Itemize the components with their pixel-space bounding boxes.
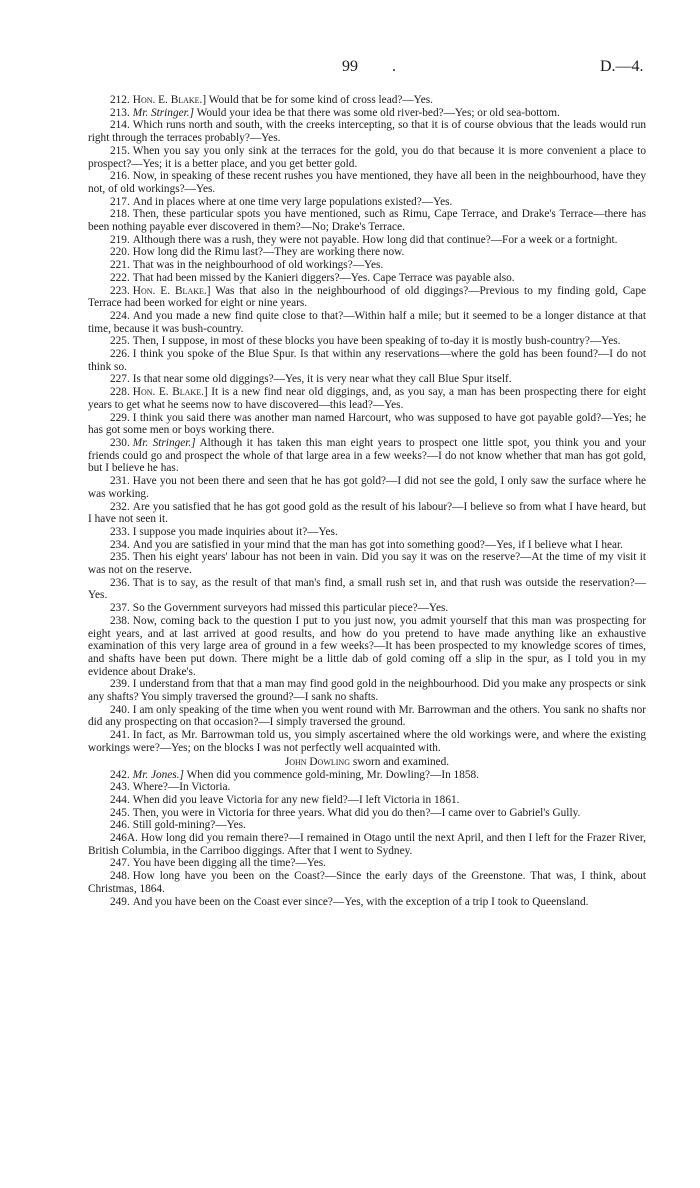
question-paragraph [88,107,646,120]
question-text: That had been missed by the Kanieri diggers?—Yes. Cape Terrace was payable also. [132,271,515,284]
question-text: Would your idea be that there was some old river-bed?—Yes; or old sea-bottom. [196,106,560,119]
question-paragraph [88,602,646,615]
examination-section-2 [88,769,646,909]
question-number: 234. [110,538,130,551]
question-paragraph [88,310,646,335]
question-text: So the Government surveyors had missed this particular piece?—Yes. [132,602,449,615]
speaker-label: Mr. Stringer.] [132,436,196,449]
question-number: 241. [110,729,130,742]
question-number: 219. [110,233,130,246]
question-text: Now, coming back to the question I put to you just now, you admit yourself that this man was prospecting for eight years, and at last arrived at good results, and how do you pretend to have made anything like an exhaustive examination of this very large area of ground in a few weeks?—It has been prospected to my knowledge scores of times, and shafts have been put down. There might be a little dab of gold coming off a slip in the spur, as I told you in my evidence about Drake's. [88,614,646,678]
question-text: I think you said there was another man named Harcourt, who was supposed to have got payable gold?—Yes; he has got some men or boys working there. [88,411,646,437]
examination-section-1 [88,94,646,755]
question-paragraph [88,615,646,679]
document-reference: D.—4. [600,58,644,75]
question-text: Would that be for some kind of cross lead?—Yes. [208,94,433,106]
question-number: 222. [110,271,130,284]
question-paragraph [88,234,646,247]
question-paragraph [88,145,646,170]
question-number: 245. [110,806,130,819]
question-paragraph [88,819,646,832]
header-dot: . [392,58,396,75]
question-paragraph [88,170,646,195]
question-text: I am only speaking of the time when you went round with Mr. Barrowman and the others. You sank no shafts nor did any prospecting on that occasion?—I simply traversed the ground. [88,703,646,729]
question-number: 232. [110,500,130,513]
question-number: 224. [110,309,130,322]
question-text: Have you not been there and seen that he has got gold?—I did not see the gold, I only saw the surface where he was working. [88,475,646,500]
question-paragraph [88,386,646,411]
question-paragraph [88,704,646,729]
question-number: 237. [110,602,130,615]
witness-heading [88,756,646,769]
question-number: 249. [110,895,130,908]
question-paragraph [88,285,646,310]
witness-name: John Dowling [284,755,350,768]
question-paragraph [88,373,646,386]
question-text: I understand from that that a man may find good gold in the neighbourhood. Did you make any prospects or sink any shafts? You simply traversed the ground?—I sank no shafts. [88,678,646,704]
question-paragraph [88,794,646,807]
question-paragraph [88,259,646,272]
question-number: 215. [110,144,130,157]
question-number: 221. [110,259,130,272]
question-number: 230. [110,436,130,449]
question-text: How long have you been on the Coast?—Since the early days of the Greenstone. That was, I think, about Christmas, 1864. [88,870,646,895]
question-paragraph [88,348,646,373]
question-paragraph [88,335,646,348]
page-header [0,58,700,78]
question-paragraph [88,246,646,259]
question-text: When did you leave Victoria for any new field?—I left Victoria in 1861. [132,793,460,806]
question-text: Are you satisfied that he has got good gold as the result of his labour?—I believe so from what I have heard, but I have not seen it. [88,500,646,526]
question-paragraph [88,196,646,209]
question-paragraph [88,526,646,539]
question-text: And in places where at one time very large populations existed?—Yes. [132,195,453,208]
speaker-label: Mr. Stringer.] [132,106,194,119]
question-number: 227. [110,373,130,386]
question-number: 218. [110,208,130,221]
question-paragraph [88,412,646,437]
question-text: And you are satisfied in your mind that the man has got into something good?—Yes, if I believe what I hear. [132,538,623,551]
question-number: 223. [110,284,130,297]
question-number: 240. [110,703,130,716]
question-text: I think you spoke of the Blue Spur. Is that within any reservations—where the gold has been found?—I do not think so. [88,348,646,373]
speaker-label: Hon. E. Blake.] [132,94,207,106]
evidence-text [88,94,646,908]
question-paragraph [88,119,646,144]
question-number: 214. [110,119,130,132]
question-number: 226. [110,348,130,361]
question-number: 248. [110,870,130,883]
question-text: Still gold-mining?—Yes. [132,819,246,832]
question-paragraph [88,272,646,285]
question-number: 239. [110,678,130,691]
witness-heading-rest: sworn and examined. [350,755,450,768]
question-paragraph [88,577,646,602]
question-number: 212. [110,94,130,106]
question-text: Then his eight years' labour has not been in vain. Did you say it was on the reserve?—At the time of my visit it was not on the reserve. [88,551,646,577]
speaker-label: Hon. E. Blake.] [132,386,208,399]
question-text: How long did you remain there?—I remained in Otago until the next April, and then I left for the Frazer River, British Columbia, in the Carriboo diggings. After that I went to Sydney. [88,832,646,857]
question-text: Then, you were in Victoria for three years. What did you do then?—I came over to Gabriel's Gully. [132,806,581,819]
question-number: 229. [110,411,130,424]
question-number: 244. [110,793,130,806]
question-text: You have been digging all the time?—Yes. [132,857,326,870]
question-paragraph [88,475,646,500]
question-paragraph [88,437,646,475]
question-number: 216. [110,170,130,183]
question-number: 247. [110,857,130,870]
question-paragraph [88,678,646,703]
question-text: Which runs north and south, with the creeks intercepting, so that it is of course obvious that the leads would run right through the terraces probably?—Yes. [88,119,646,145]
question-text: Where?—In Victoria. [132,781,231,794]
question-number: 220. [110,246,130,259]
speaker-label: Hon. E. Blake.] [132,284,211,297]
question-number: 213. [110,106,130,119]
question-text: Then, these particular spots you have mentioned, such as Rimu, Cape Terrace, and Drake's Terrace—there has been nothing payable ever discovered in them?—No; Drake's Terrace. [88,208,646,234]
question-paragraph [88,208,646,233]
question-text: When you say you only sink at the terraces for the gold, you do that because it is more convenient a place to prospect?—Yes; it is a better place, and you get better gold. [88,144,646,170]
question-text: Then, I suppose, in most of these blocks you have been speaking of to-day it is mostly bush-country?—Yes. [132,335,621,348]
question-paragraph [88,870,646,895]
question-paragraph [88,551,646,576]
question-paragraph [88,857,646,870]
page-number: 99 [342,58,358,75]
speaker-label: Mr. Jones.] [132,768,184,781]
question-text: Although there was a rush, they were not payable. How long did that continue?—For a week or a fortnight. [132,233,618,246]
question-paragraph [88,729,646,754]
question-text: That is to say, as the result of that man's find, a small rush set in, and that rush was outside the reservation?—Yes. [88,576,646,602]
question-text: How long did the Rimu last?—They are working there now. [132,246,405,259]
question-text: That was in the neighbourhood of old workings?—Yes. [132,259,384,272]
question-number: 242. [110,768,130,781]
question-text: Is that near some old diggings?—Yes, it is very near what they call Blue Spur itself. [132,373,512,386]
question-text: When did you commence gold-mining, Mr. Dowling?—In 1858. [186,768,479,781]
question-number: 243. [110,781,130,794]
question-paragraph [88,94,646,107]
question-paragraph [88,769,646,782]
question-paragraph [88,539,646,552]
question-text: I suppose you made inquiries about it?—Yes. [132,525,338,538]
question-number: 235. [110,551,130,564]
question-text: Now, in speaking of these recent rushes you have mentioned, they have all been in the neighbourhood, have they not, of old workings?—Yes. [88,170,646,195]
question-paragraph [88,832,646,857]
question-text: Was that also in the neighbourhood of old diggings?—Previous to my finding gold, Cape Terrace had been worked for eight or nine years. [88,284,646,310]
question-number: 217. [110,195,130,208]
question-number: 228. [110,386,130,399]
question-text: And you have been on the Coast ever since?—Yes, with the exception of a trip I took to Queensland. [132,895,589,908]
question-number: 231. [110,475,130,488]
question-number: 238. [110,614,130,627]
question-text: It is a new find near old diggings, and, as you say, a man has been prospecting there for eight years to get what he seems now to have discovered—this lead?—Yes. [88,386,646,411]
question-number: 236. [110,576,130,589]
question-text: In fact, as Mr. Barrowman told us, you simply ascertained where the old workings were, and where the existing workings were?—Yes; on the blocks I was not perfectly well acquainted with. [88,729,646,754]
question-text: Although it has taken this man eight years to prospect one little spot, you think you and your friends could go and prospect the whole of that large area in a few weeks?—I do not know whether that man has got gold, but I believe he has. [88,436,647,475]
question-text: And you made a new find quite close to that?—Within half a mile; but it seemed to be a longer distance at that time, because it was bush-country. [88,309,646,335]
question-number: 225. [110,335,130,348]
question-paragraph [88,501,646,526]
question-paragraph [88,896,646,909]
question-number: 246. [110,819,130,832]
question-paragraph [88,807,646,820]
question-paragraph [88,781,646,794]
question-number: 246A. [110,832,138,845]
question-number: 233. [110,525,130,538]
